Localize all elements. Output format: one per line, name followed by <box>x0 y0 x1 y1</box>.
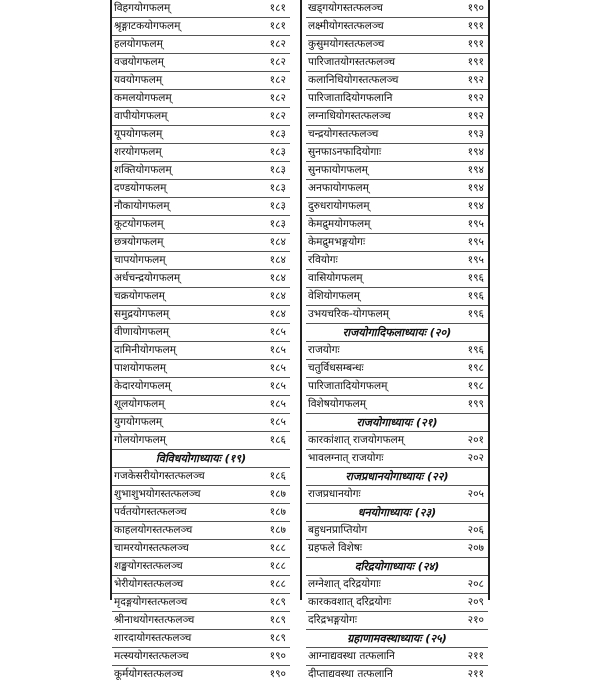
entry-page-number: १९१ <box>467 56 484 68</box>
entry-page-number: १८७ <box>269 524 286 536</box>
entry-title: केमद्रुमभङ्गयोगः <box>308 236 366 248</box>
entry-title: उभयचरिक-योगफलम् <box>308 308 389 320</box>
entry-title: कारकवशात् दरिद्रयोगः <box>308 596 392 608</box>
index-entry <box>306 270 488 288</box>
entry-title: काहलयोगस्तत्फलञ्च <box>114 524 193 536</box>
entry-title: शारदायोगस्तत्फलञ्च <box>114 632 192 644</box>
entry-title: वेशियोगफलम् <box>308 290 360 302</box>
chapter-title: धनयोगाध्यायः (२३) <box>357 506 437 519</box>
index-entry <box>112 612 290 630</box>
chapter-heading <box>306 468 488 486</box>
entry-title: शङ्खयोगस्तत्फलञ्च <box>114 560 183 572</box>
entry-page-number: १८७ <box>269 506 286 518</box>
entry-title: शूलयोगफलम् <box>114 398 165 410</box>
index-entry <box>306 648 488 666</box>
chapter-title: ग्रहाणामवस्थाध्यायः (२५) <box>347 632 447 645</box>
entry-page-number: १८९ <box>269 632 286 644</box>
entry-page-number: १८३ <box>269 182 286 194</box>
entry-page-number: २०८ <box>467 578 484 590</box>
entry-page-number: १८५ <box>269 344 286 356</box>
entry-title: विहगयोगफलम् <box>114 2 171 14</box>
entry-title: कारकांशात् राजयोगफलम् <box>308 434 405 446</box>
index-entry <box>112 0 290 18</box>
entry-page-number: १९१ <box>467 38 484 50</box>
chapter-heading <box>306 558 488 576</box>
index-entry <box>306 360 488 378</box>
index-entry <box>112 126 290 144</box>
entry-title: कूटयोगफलम् <box>114 218 164 230</box>
index-entry <box>112 234 290 252</box>
entry-title: दण्डयोगफलम् <box>114 182 167 194</box>
index-entry <box>306 288 488 306</box>
index-entry <box>306 450 488 468</box>
entry-page-number: १८१ <box>269 20 286 32</box>
entry-page-number: १८८ <box>269 578 286 590</box>
entry-title: कमलयोगफलम् <box>114 92 172 104</box>
index-entry <box>306 540 488 558</box>
entry-title: कुसुमयोगस्तत्फलञ्च <box>308 38 385 50</box>
index-entry <box>112 18 290 36</box>
entry-page-number: १९४ <box>467 164 484 176</box>
index-entry <box>112 666 290 684</box>
entry-title: केदारयोगफलम् <box>114 380 171 392</box>
entry-title: अनफायोगफलम् <box>308 182 369 194</box>
entry-page-number: १८४ <box>269 272 286 284</box>
index-column-right <box>306 0 488 684</box>
entry-title: भावलग्नात् राजयोगः <box>308 452 384 464</box>
entry-title: यूपयोगफलम् <box>114 128 163 140</box>
index-entry <box>112 648 290 666</box>
entry-title: खड्गयोगस्तत्फलञ्च <box>308 2 383 14</box>
index-entry <box>306 18 488 36</box>
entry-page-number: १८६ <box>269 434 286 446</box>
index-entry <box>306 612 488 630</box>
entry-page-number: १८५ <box>269 326 286 338</box>
index-entry <box>112 72 290 90</box>
entry-title: दुरुधरायोगफलम् <box>308 200 370 212</box>
entry-title: राजप्रधानयोगः <box>308 488 361 500</box>
entry-title: गजकेसरीयोगस्तत्फलञ्च <box>114 470 205 482</box>
entry-page-number: १८४ <box>269 254 286 266</box>
index-entry <box>112 468 290 486</box>
index-entry <box>112 36 290 54</box>
entry-title: भेरीयोगस्तत्फलञ्च <box>114 578 184 590</box>
entry-title: राजयोगः <box>308 344 340 356</box>
entry-page-number: १९६ <box>467 290 484 302</box>
entry-page-number: १८३ <box>269 128 286 140</box>
entry-page-number: १९६ <box>467 308 484 320</box>
entry-page-number: १९० <box>269 650 286 662</box>
index-entry <box>306 54 488 72</box>
entry-page-number: १८२ <box>269 110 286 122</box>
entry-title: लग्नेशात् दरिद्रयोगाः <box>308 578 381 590</box>
index-entry <box>112 162 290 180</box>
index-entry <box>306 378 488 396</box>
entry-title: यवयोगफलम् <box>114 74 163 86</box>
entry-title: पारिजातादियोगफलम् <box>308 380 388 392</box>
chapter-heading <box>306 630 488 648</box>
entry-title: दीप्ताद्यवस्था तत्फलानि <box>308 668 393 680</box>
chapter-title: विविधयोगाध्यायः (१९) <box>155 452 247 465</box>
entry-title: लक्ष्मीयोगस्तत्फलञ्च <box>308 20 384 32</box>
index-entry <box>306 90 488 108</box>
entry-page-number: १९६ <box>467 272 484 284</box>
entry-page-number: १९५ <box>467 236 484 248</box>
entry-title: वासियोगफलम् <box>308 272 363 284</box>
entry-page-number: १९० <box>467 2 484 14</box>
center-divider-line <box>300 0 302 600</box>
entry-title: शुभाशुभयोगस्तत्फलञ्च <box>114 488 201 500</box>
entry-title: पारिजातयोगस्तत्फलञ्च <box>308 56 396 68</box>
entry-page-number: २०५ <box>467 488 484 500</box>
index-entry <box>306 198 488 216</box>
entry-page-number: १९९ <box>467 398 484 410</box>
chapter-title: राजयोगाध्यायः (२१) <box>356 416 438 429</box>
entry-title: सुनफायोगफलम् <box>308 164 368 176</box>
index-entry <box>306 666 488 684</box>
entry-page-number: २०२ <box>467 452 484 464</box>
chapter-title: राजप्रधानयोगाध्यायः (२२) <box>345 470 449 483</box>
index-entry <box>112 540 290 558</box>
index-entry <box>112 216 290 234</box>
index-entry <box>306 396 488 414</box>
entry-title: दामिनीयोगफलम् <box>114 344 177 356</box>
entry-title: मृदङ्गयोगस्तत्फलञ्च <box>114 596 188 608</box>
entry-title: आग्नाद्यवस्था तत्फलानि <box>308 650 395 662</box>
index-entry <box>112 378 290 396</box>
index-entry <box>112 396 290 414</box>
entry-page-number: १९४ <box>467 200 484 212</box>
entry-title: समुद्रयोगफलम् <box>114 308 170 320</box>
entry-page-number: २११ <box>467 668 484 680</box>
index-entry <box>112 576 290 594</box>
index-entry <box>112 414 290 432</box>
entry-page-number: २११ <box>467 650 484 662</box>
index-entry <box>306 72 488 90</box>
index-entry <box>112 270 290 288</box>
chapter-heading <box>306 414 488 432</box>
chapter-heading <box>306 504 488 522</box>
entry-title: श्रीनाथयोगस्तत्फलञ्च <box>114 614 195 626</box>
entry-page-number: १८२ <box>269 92 286 104</box>
index-entry <box>112 504 290 522</box>
entry-title: वीणायोगफलम् <box>114 326 170 338</box>
index-entry <box>112 180 290 198</box>
entry-title: कलानिधियोगस्तत्फलञ्च <box>308 74 399 86</box>
index-entry <box>306 180 488 198</box>
entry-title: हलयोगफलम् <box>114 38 163 50</box>
entry-page-number: १८४ <box>269 290 286 302</box>
entry-title: शक्तियोगफलम् <box>114 164 172 176</box>
entry-page-number: १८३ <box>269 218 286 230</box>
index-entry <box>112 198 290 216</box>
entry-title: रवियोगः <box>308 254 338 266</box>
entry-page-number: १८५ <box>269 380 286 392</box>
index-entry <box>306 216 488 234</box>
entry-title: चामरयोगस्तत्फलञ्च <box>114 542 189 554</box>
index-entry <box>112 486 290 504</box>
entry-page-number: १८८ <box>269 560 286 572</box>
index-entry <box>112 288 290 306</box>
index-entry <box>306 36 488 54</box>
index-entry <box>112 558 290 576</box>
entry-title: वज्रयोगफलम् <box>114 56 164 68</box>
entry-title: गोलयोगफलम् <box>114 434 166 446</box>
entry-page-number: १९४ <box>467 182 484 194</box>
entry-page-number: १९३ <box>467 128 484 140</box>
entry-title: केमद्रुमयोगफलम् <box>308 218 371 230</box>
entry-title: दरिद्रभङ्गयोगः <box>308 614 358 626</box>
entry-page-number: १८२ <box>269 56 286 68</box>
entry-page-number: १९४ <box>467 146 484 158</box>
entry-page-number: १८१ <box>269 2 286 14</box>
entry-title: विशेषयोगफलम् <box>308 398 366 410</box>
index-entry <box>306 522 488 540</box>
entry-page-number: १८५ <box>269 362 286 374</box>
entry-page-number: १९० <box>269 668 286 680</box>
index-entry <box>112 522 290 540</box>
entry-page-number: १८५ <box>269 398 286 410</box>
entry-title: पर्वतयोगस्तत्फलञ्च <box>114 506 187 518</box>
entry-page-number: १८९ <box>269 596 286 608</box>
chapter-title: राजयोगादिफलाध्यायः (२०) <box>342 326 452 339</box>
entry-title: अर्धचन्द्रयोगफलम् <box>114 272 181 284</box>
entry-page-number: १९५ <box>467 254 484 266</box>
entry-title: युगयोगफलम् <box>114 416 163 428</box>
index-entry <box>306 162 488 180</box>
entry-page-number: २०१ <box>467 434 484 446</box>
entry-page-number: २०६ <box>467 524 484 536</box>
entry-page-number: १८३ <box>269 164 286 176</box>
entry-page-number: १८२ <box>269 38 286 50</box>
index-entry <box>306 144 488 162</box>
entry-page-number: २१० <box>467 614 484 626</box>
entry-page-number: १९२ <box>467 92 484 104</box>
index-entry <box>306 432 488 450</box>
entry-page-number: २०७ <box>467 542 484 554</box>
entry-title: चापयोगफलम् <box>114 254 166 266</box>
entry-page-number: १९५ <box>467 218 484 230</box>
entry-page-number: १८५ <box>269 416 286 428</box>
index-entry <box>112 108 290 126</box>
entry-page-number: १८८ <box>269 542 286 554</box>
index-entry <box>306 0 488 18</box>
entry-page-number: १८२ <box>269 74 286 86</box>
index-entry <box>112 630 290 648</box>
entry-page-number: २०९ <box>467 596 484 608</box>
index-column-left <box>112 0 290 684</box>
entry-title: चतुर्विधसम्बन्धः <box>308 362 364 374</box>
entry-title: वापीयोगफलम् <box>114 110 168 122</box>
entry-title: कूर्मयोगस्तत्फलञ्च <box>114 668 184 680</box>
index-entry <box>112 306 290 324</box>
index-entry <box>112 432 290 450</box>
index-entry <box>112 90 290 108</box>
entry-title: चक्रयोगफलम् <box>114 290 165 302</box>
index-entry <box>112 252 290 270</box>
entry-page-number: १८३ <box>269 146 286 158</box>
entry-page-number: १९८ <box>467 362 484 374</box>
index-entry <box>306 306 488 324</box>
entry-title: ग्रहफले विशेषः <box>308 542 362 554</box>
entry-page-number: १८७ <box>269 488 286 500</box>
entry-page-number: १८९ <box>269 614 286 626</box>
entry-page-number: १८६ <box>269 470 286 482</box>
entry-page-number: १९८ <box>467 380 484 392</box>
entry-page-number: १९६ <box>467 344 484 356</box>
entry-title: पारिजातादियोगफलानि <box>308 92 393 104</box>
entry-page-number: १९१ <box>467 20 484 32</box>
entry-title: बहुधनप्राप्तियोग <box>308 524 368 536</box>
entry-title: चन्द्रयोगस्तत्फलञ्च <box>308 128 379 140</box>
index-entry <box>306 594 488 612</box>
entry-page-number: १९२ <box>467 110 484 122</box>
entry-title: छत्रयोगफलम् <box>114 236 164 248</box>
index-entry <box>112 324 290 342</box>
index-entry <box>306 252 488 270</box>
entry-page-number: १९२ <box>467 74 484 86</box>
entry-page-number: १८४ <box>269 236 286 248</box>
entry-title: शरयोगफलम् <box>114 146 162 158</box>
chapter-title: दरिद्रयोगाध्यायः (२४) <box>354 560 440 573</box>
entry-page-number: १८४ <box>269 308 286 320</box>
entry-page-number: १८३ <box>269 200 286 212</box>
index-entry <box>306 342 488 360</box>
index-entry <box>306 108 488 126</box>
chapter-heading <box>306 324 488 342</box>
right-border-line <box>488 0 490 600</box>
entry-title: पाशयोगफलम् <box>114 362 167 374</box>
chapter-heading <box>112 450 290 468</box>
index-entry <box>112 54 290 72</box>
entry-title: नौकायोगफलम् <box>114 200 170 212</box>
index-entry <box>306 576 488 594</box>
entry-title: श्रृङ्गाटकयोगफलम् <box>114 20 181 32</box>
index-entry <box>306 234 488 252</box>
entry-title: सुनफाऽनफादियोगाः <box>308 146 382 158</box>
index-entry <box>112 342 290 360</box>
index-entry <box>112 360 290 378</box>
entry-title: मत्स्ययोगस्तत्फलञ्च <box>114 650 189 662</box>
index-entry <box>306 126 488 144</box>
entry-title: लग्नाधियोगस्तत्फलञ्च <box>308 110 391 122</box>
index-entry <box>112 594 290 612</box>
index-entry <box>112 144 290 162</box>
index-entry <box>306 486 488 504</box>
